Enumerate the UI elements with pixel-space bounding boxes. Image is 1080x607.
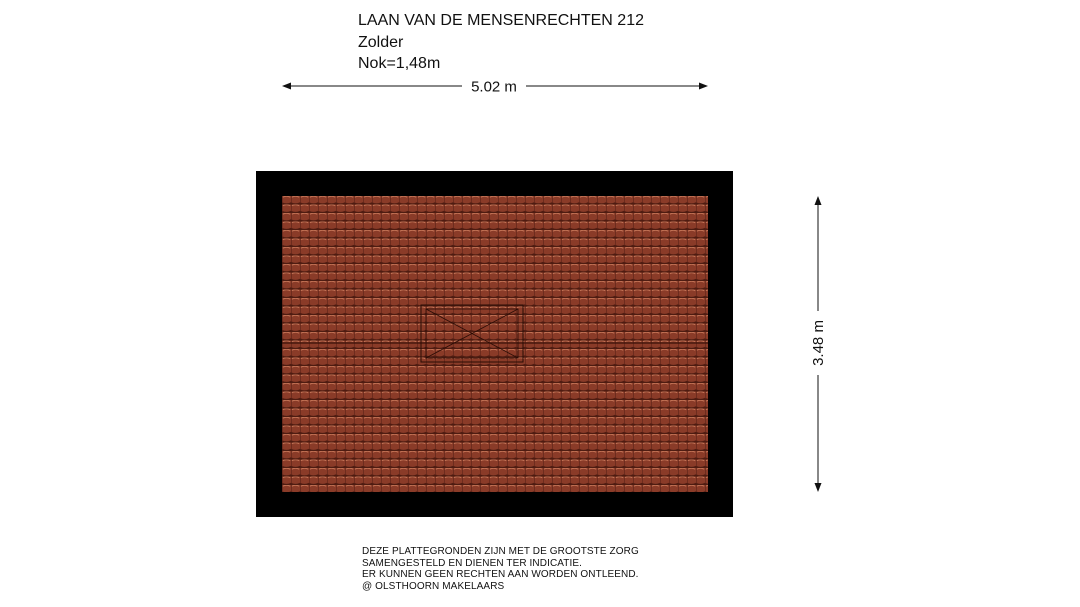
disclaimer-line: SAMENGESTELD EN DIENEN TER INDICATIE. — [362, 557, 583, 569]
arrow-up-icon — [815, 196, 822, 205]
roof-tiles — [282, 196, 708, 492]
ridge-height: Nok=1,48m — [358, 55, 441, 72]
address-title: LAAN VAN DE MENSENRECHTEN 212 — [358, 12, 644, 29]
floor-name: Zolder — [358, 33, 404, 51]
disclaimer-line: @ OLSTHOORN MAKELAARS — [362, 580, 505, 592]
disclaimer-line: ER KUNNEN GEEN RECHTEN AAN WORDEN ONTLEEND. — [362, 569, 639, 581]
disclaimer-line: DEZE PLATTEGRONDEN ZIJN MET DE GROOTSTE ZORG — [362, 546, 639, 557]
height-dimension — [810, 196, 827, 492]
disclaimer — [362, 546, 639, 592]
arrow-left-icon — [282, 83, 291, 90]
arrow-right-icon — [699, 83, 708, 90]
arrow-down-icon — [815, 483, 822, 492]
height-label: 3.48 m — [810, 320, 827, 366]
width-dimension — [282, 79, 708, 96]
width-label: 5.02 m — [471, 78, 517, 96]
